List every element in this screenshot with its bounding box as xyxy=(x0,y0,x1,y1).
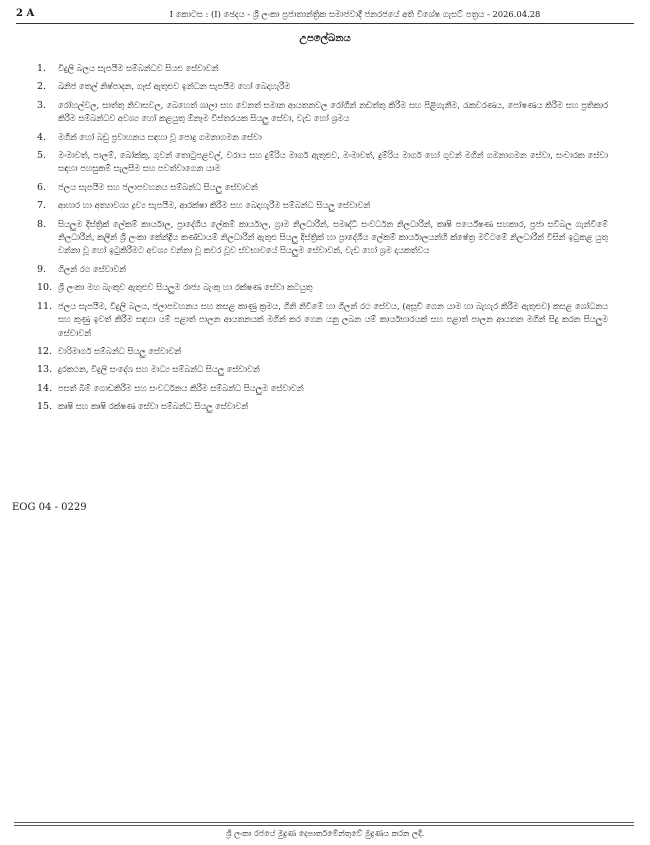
item-text: ඛනිජ තෙල් නිෂ්පාදන, ගෑස් ඇතුළුව ඉන්ධන සැපයීම හෝ බෙදාහැරීම xyxy=(58,81,291,92)
item-number: 15. xyxy=(37,401,53,413)
item-number: 2. xyxy=(37,81,47,93)
list-item xyxy=(0,199,650,212)
footer-divider-second xyxy=(14,825,634,826)
item-number: 4. xyxy=(37,131,47,143)
list-item xyxy=(0,149,650,176)
item-text: දුරකථන, විදුලි සංදේශ සහ මාධ්‍ය සම්බන්ධ සියලු සේවාවන් xyxy=(58,364,260,375)
schedule-title: උපලේඛනය xyxy=(299,33,351,44)
list-item xyxy=(0,382,650,395)
item-text: ජලය සැපයීම සහ ජලාපවහනය සම්බන්ධ සියලු සේවාවන් xyxy=(58,181,258,192)
item-number: 13. xyxy=(37,364,53,376)
item-text: ශ්‍රී ලංකා මහ බැංකුව ඇතුළුව සියලුම රාජ්‍ය බැංකු හා රක්ෂණ සේවා කටයුතු xyxy=(58,282,313,293)
item-text: ජලය සැපයීම, විදුලි බලය, ජලාපවහනය සහ කසළ කාණු ක්‍රමය, ගිනි නිවීමේ හා ගිලන් රථ සේවය, (අසූචි ගෙන යාම හා බැහැර කිරීම ඇතුළුව) කසළ ශෝධනය සහ කුණු ඉවත් කිරීම සඳහා යම් පළාත් පාලන ආයතනයක් මගින් කර ගෙන යනු ලබන යම් කාර්යභාරයක් සහ පළාත් පාලන ආයතන මගින් සිදු කරන සියලුම සේවාවන් xyxy=(58,300,608,338)
item-text: ගිලන් රථ සේවාවන් xyxy=(58,263,126,274)
list-item xyxy=(0,400,650,413)
item-text: වාරිමාර්ග සම්බන්ධ සියලු සේවාවන් xyxy=(58,345,182,356)
item-number: 6. xyxy=(37,181,47,193)
item-number: 9. xyxy=(37,263,47,275)
item-number: 1. xyxy=(37,63,47,74)
list-item xyxy=(0,80,650,93)
item-text: රෝහල්වල, සාත්තු නිවාසවල, බෙහෙත් ශාලා සහ වෙනත් සමාන ආයතනවල රෝගීන් නඩත්තු කිරීම සහ පිළිගැනීම, රැකවරණය, පෝෂණය කිරීම සහ ප්‍රතිකාර කිරීම සම්බන්ධව අවශ්‍ය හෝ කළයුතු ඕනෑම විස්තරයක සියලු සේවා, වැඩ හෝ ශ්‍රමය xyxy=(58,99,608,124)
item-number: 7. xyxy=(37,200,47,212)
item-text: සියලුම දිස්ත්‍රික් ලේකම් කාර්යාල, ප්‍රාදේශීය ලේකම් කාර්යාල, ග්‍රාම නිලධාරීන්, සමෘද්ධි සංවර්ධන නිලධාරීන්, කෘෂි පර්යේෂණ සහකාර, ප්‍රජා සවිබල ගැන්වීමේ නිලධාරීන්, කලීන් ශ්‍රී ලංකා කේන්ද්‍රීය කණ්ඩායම් නිලධාරීන් ඇතුළු සියලු දිස්ත්‍රික් හා ප්‍රාදේශීය ලේකම් කාර්යාලයන්හි ක්ෂේත්‍ර මට්ටමේ නිලධාරීන් විසින් ඉටුකළ යුතු වන්නා වූ හෝ ඉටුකිරීමට අවශ්‍ය වන්නා වූ කවර වූව ස්වභාවයේ සියලුම සේවාවන්, වැඩ හෝ ශ්‍රම දායකත්වය xyxy=(58,218,608,256)
item-text: කෘෂි සහ කෘෂි රක්ෂණ සේවා සම්බන්ධ සියලු සේවාවන් xyxy=(58,401,249,412)
gazette-header-title: I කොටස : (I) ඡෙදය - ශ්‍රී ලංකා ප්‍රජාතාන්ත්‍රික සමාජවාදී ජනරජයේ අති විශේෂ ගැසට් පත්‍රය - 2026.04.28 xyxy=(169,9,541,19)
item-text: විදුලි බලය සැපයීම සම්බන්ධව සියළු සේවාවන් xyxy=(58,63,219,73)
list-item xyxy=(0,62,650,75)
item-text: ආහාර හා අත්‍යාවශ්‍ය ද්‍රව්‍ය සැපයීම, ආරක්ෂා කිරීම සහ බෙදාහැරීම සම්බන්ධ සියලු සේවාවන් xyxy=(58,200,371,211)
reference-code: EOG 04 - 0229 xyxy=(12,502,87,513)
list-item xyxy=(0,300,650,340)
item-number: 10. xyxy=(37,282,53,294)
item-text: මංමාවත්, පාලම්, බෝක්කු, ගුවන් තොටුපළවල්, වරාය සහ දුම්රිය මාර්ග ඇතුළුව, මංමාවත්, දුම්රිය මාර්ග හෝ ගුවන් මගින් ගමනාගමන සේවා, සංචාරක සේවා සඳහා පහසුකම් සැලසීම සහ පවත්වාගෙන යාම xyxy=(58,150,608,174)
item-number: 8. xyxy=(37,218,47,230)
list-item xyxy=(0,218,650,258)
list-item xyxy=(0,131,650,144)
printer-footer: ශ්‍රී ලංකා රජයේ මුද්‍රණ දෙපාර්තමේන්තුවේ මුද්‍රණය කරන ලදී. xyxy=(225,829,425,838)
item-number: 14. xyxy=(37,382,53,394)
header-divider xyxy=(16,23,634,24)
list-item xyxy=(0,363,650,376)
footer-divider xyxy=(14,822,634,823)
list-item xyxy=(0,181,650,194)
item-text: මගීන් හෝ බඩු ප්‍රවාහනය සඳහා වූ පොදු ගමනාගමන සේවා xyxy=(58,131,262,142)
item-number: 5. xyxy=(37,150,47,162)
list-item xyxy=(0,263,650,276)
list-item xyxy=(0,281,650,294)
list-item xyxy=(0,99,650,126)
list-item xyxy=(0,345,650,358)
item-number: 11. xyxy=(37,300,53,312)
item-text: පසත් බිම් ගොඩකිරීම සහ සංවර්ධනය කිරීම සම්බන්ධ සියලුම සේවාවන් xyxy=(58,382,304,393)
item-number: 12. xyxy=(37,345,53,357)
schedule-list xyxy=(0,62,650,419)
item-number: 3. xyxy=(37,99,47,111)
page-header xyxy=(16,6,634,22)
page-number: 2 A xyxy=(16,8,35,19)
